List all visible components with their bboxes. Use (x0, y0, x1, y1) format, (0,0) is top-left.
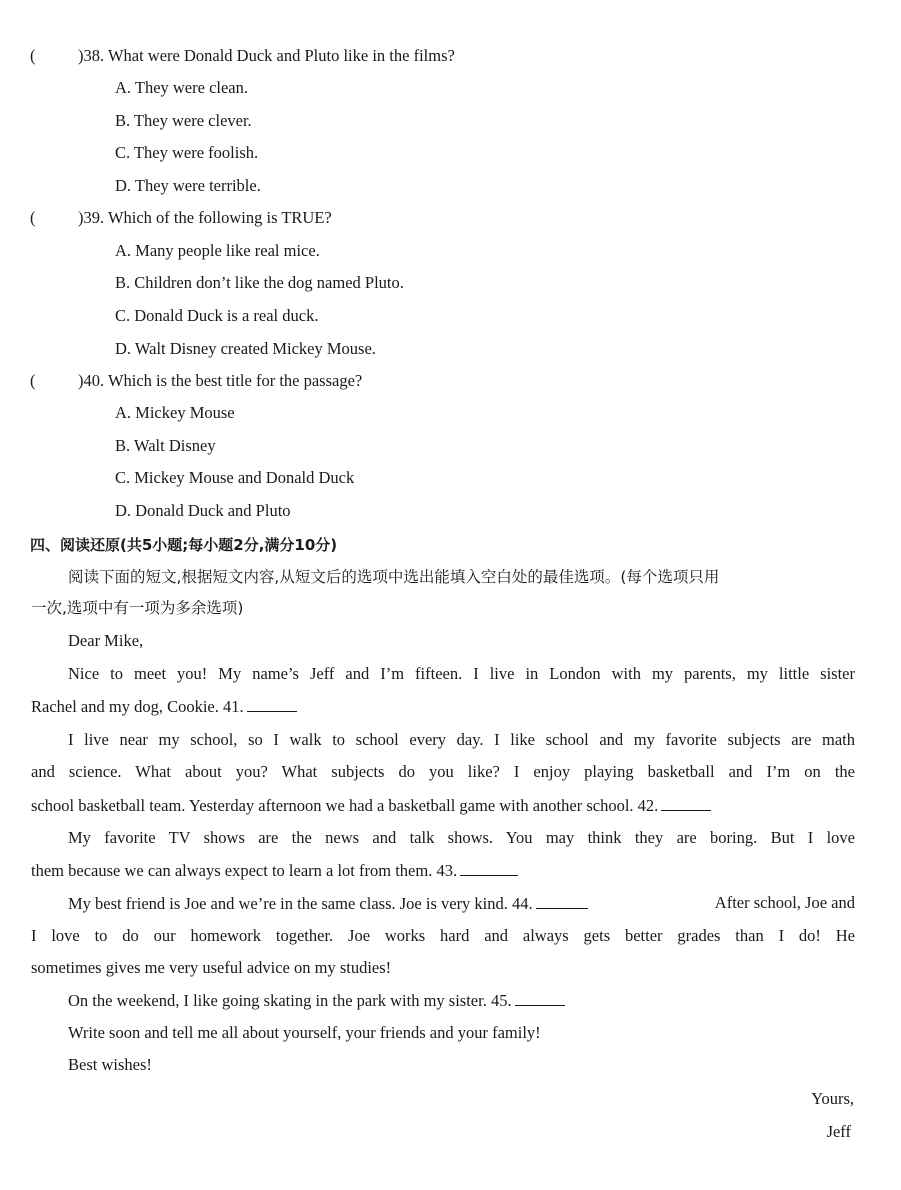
option-b: B. They were clever. (115, 111, 252, 130)
paragraph-text: Rachel and my dog, Cookie. 41. (31, 697, 244, 716)
letter-signature: Jeff (826, 1122, 851, 1141)
paragraph-text-b: After school, Joe and (714, 893, 855, 912)
paragraph-6: Write soon and tell me all about yourself, your friends and your family! (68, 1023, 541, 1042)
paragraph-text: them because we can always expect to learn a lot from them. 43. (31, 861, 458, 880)
question-40 (30, 371, 362, 391)
option-a: A. They were clean. (115, 78, 249, 97)
option-d: D. Donald Duck and Pluto (115, 501, 291, 520)
letter-yours: Yours, (811, 1089, 854, 1108)
question-38 (30, 46, 455, 66)
blank-43 (460, 860, 518, 876)
blank-42 (661, 795, 711, 811)
option-d: D. They were terrible. (115, 176, 261, 195)
option-a: A. Many people like real mice. (115, 241, 320, 260)
option-b: B. Walt Disney (115, 436, 216, 455)
blank-41 (247, 696, 297, 712)
option-c: C. Donald Duck is a real duck. (115, 306, 319, 325)
option-b: B. Children don’t like the dog named Pluto. (115, 273, 404, 292)
paragraph-3-line-2 (31, 860, 855, 881)
paragraph-1-line-2 (31, 696, 855, 717)
paragraph-5 (68, 990, 565, 1011)
option-a: A. Mickey Mouse (115, 403, 235, 422)
paragraph-1-line-1: Nice to meet you! My name’s Jeff and I’m fifteen. I live in London with my parents, my little sister (68, 664, 855, 683)
paragraph-3-line-1: My favorite TV shows are the news and talk shows. You may think they are boring. But I love (68, 828, 855, 847)
option-c: C. They were foolish. (115, 143, 259, 162)
blank-44 (536, 893, 588, 909)
section-heading: 四、阅读还原(共5小题;每小题2分,满分10分) (30, 536, 338, 554)
blank-45 (515, 990, 565, 1006)
paragraph-4-line-1 (68, 893, 855, 914)
instruction-line-1: 阅读下面的短文,根据短文内容,从短文后的选项中选出能填入空白处的最佳选项。(每个选项只用 (68, 568, 720, 586)
paragraph-4-line-2: I love to do our homework together. Joe works hard and always gets better grades than I do! He (31, 926, 855, 945)
instruction-line-2: 一次,选项中有一项为多余选项) (31, 599, 244, 617)
paragraph-4-line-3: sometimes gives me very useful advice on my studies! (31, 958, 392, 977)
option-c: C. Mickey Mouse and Donald Duck (115, 468, 355, 487)
paragraph-text: On the weekend, I like going skating in the park with my sister. 45. (68, 991, 512, 1010)
question-39 (30, 208, 332, 228)
paragraph-text-a (68, 893, 588, 914)
question-stem: )40. Which is the best title for the passage? (78, 371, 363, 390)
question-stem: )39. Which of the following is TRUE? (78, 208, 332, 227)
answer-paren: ( (30, 46, 36, 65)
answer-paren: ( (30, 208, 36, 227)
letter-salutation: Dear Mike, (68, 631, 144, 650)
answer-paren: ( (30, 371, 36, 390)
paragraph-text: My best friend is Joe and we’re in the same class. Joe is very kind. 44. (68, 894, 533, 913)
option-d: D. Walt Disney created Mickey Mouse. (115, 339, 376, 358)
paragraph-2-line-2: and science. What about you? What subjects do you like? I enjoy playing basketball and I’m on the (31, 762, 855, 781)
paragraph-text: school basketball team. Yesterday afternoon we had a basketball game with another school. 42. (31, 796, 659, 815)
question-stem: )38. What were Donald Duck and Pluto like in the films? (78, 46, 455, 65)
paragraph-2-line-3 (31, 795, 855, 816)
letter-closing: Best wishes! (68, 1055, 152, 1074)
paragraph-2-line-1: I live near my school, so I walk to school every day. I like school and my favorite subjects are math (68, 730, 855, 749)
